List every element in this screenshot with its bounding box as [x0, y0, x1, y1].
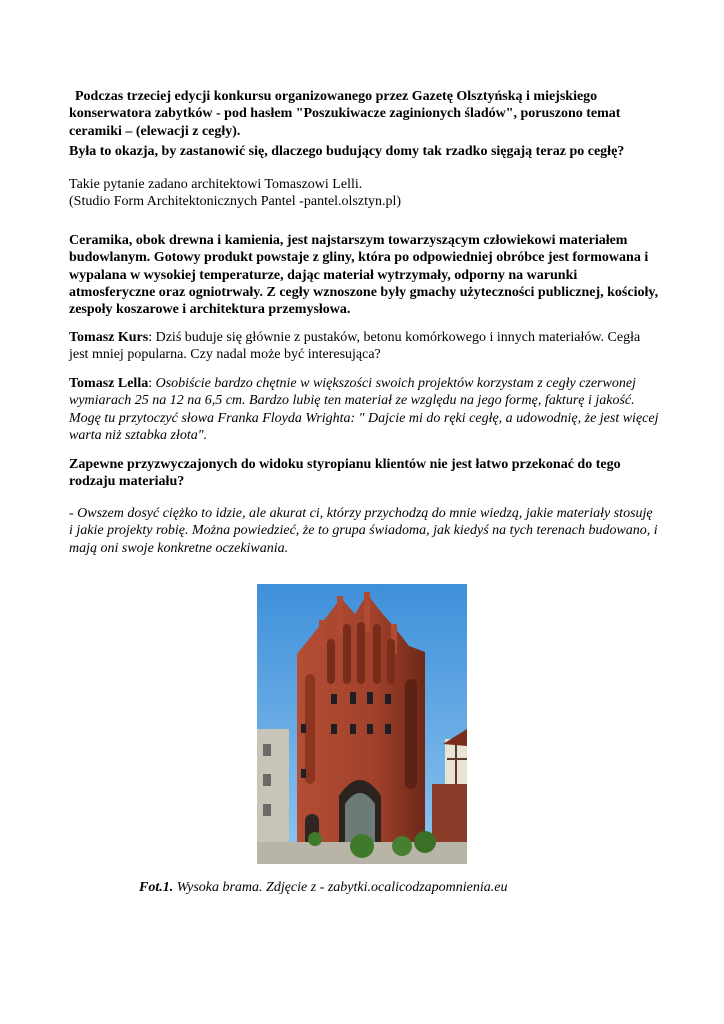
answer-paragraph: - Owszem dosyć ciężko to idzie, ale akurat ci, którzy przychodzą do mnie wiedzą, jakie materiały stosuję i jakie projekty robię. Można powiedzieć, że to grupa świadoma, jak kiedyś na tych terenach budowano, i mają oni swoje konkretne oczekiwania.: [69, 506, 658, 556]
lella-speaker: Tomasz Lella: [69, 376, 149, 391]
asked-architect: [69, 176, 659, 211]
caption-label: Fot.1.: [139, 880, 174, 895]
caption-text: Wysoka brama. Zdjęcie z - zabytki.ocalicodzapomnienia.eu: [173, 880, 508, 895]
lella-text: Osobiście bardzo chętnie w większości swoich projektów korzystam z cegły czerwonej wymiarach 25 na 12 na 6,5 cm. Bardzo lubię ten materiał ze względu na jego formę, fakturę i jakość. Mogę tu przytoczyć słowa Franka Floyda Wrighta: " Dajcie mi do ręki cegłę, a udowodnię, że jest więcej warta niż sztabka złota".: [69, 376, 659, 443]
kurs-text: : Dziś buduje się głównie z pustaków, betonu komórkowego i innych materiałów. Cegła jest mniej popularna. Czy nadal może być interesująca?: [69, 330, 641, 363]
asked-line-2: (Studio Form Architektonicznych Pantel -pantel.olsztyn.pl): [69, 194, 402, 210]
question-brick: Była to okazja, by zastanowić się, dlaczego budujący domy tak rzadko sięgają teraz po cegłę?: [69, 144, 625, 159]
lella-separator: :: [148, 376, 156, 391]
photo-caption: [139, 880, 508, 896]
ceramics-paragraph: Ceramika, obok drewna i kamienia, jest najstarszym towarzyszącym człowiekowi materiałem budowlanym. Gotowy produkt powstaje z gliny, która po odpowiedniej obróbce jest formowana i wypalana w wysokiej temperaturze, dając materiał wytrzymały, odporny na warunki atmosferyczne oraz ogniotrwały. Z cegły wznoszone były gmachy użyteczności publicznej, kościoły, zespoły koszarowe i architektura przemysłowa.: [69, 233, 659, 318]
kurs-speaker: Tomasz Kurs: [69, 330, 149, 345]
question-styrofoam: Zapewne przyzwyczajonych do widoku styropianu klientów nie jest łatwo przekonać do tego rodzaju materiału?: [69, 457, 621, 490]
left-building: [257, 729, 289, 844]
intro-paragraph: [69, 88, 659, 140]
tree: [350, 834, 374, 858]
lella-answer: [69, 375, 659, 444]
intro-text: Podczas trzeciej edycji konkursu organizowanego przez Gazetę Olsztyńską i miejskiego konserwatora zabytków - pod hasłem "Poszukiwacze zaginionych śladów", poruszono temat ceramiki – (elewacji z cegły).: [69, 89, 621, 139]
gate-photo: [257, 584, 467, 864]
kurs-question: [69, 329, 659, 364]
asked-line-1: Takie pytanie zadano architektowi Tomaszowi Lelli.: [69, 177, 363, 192]
